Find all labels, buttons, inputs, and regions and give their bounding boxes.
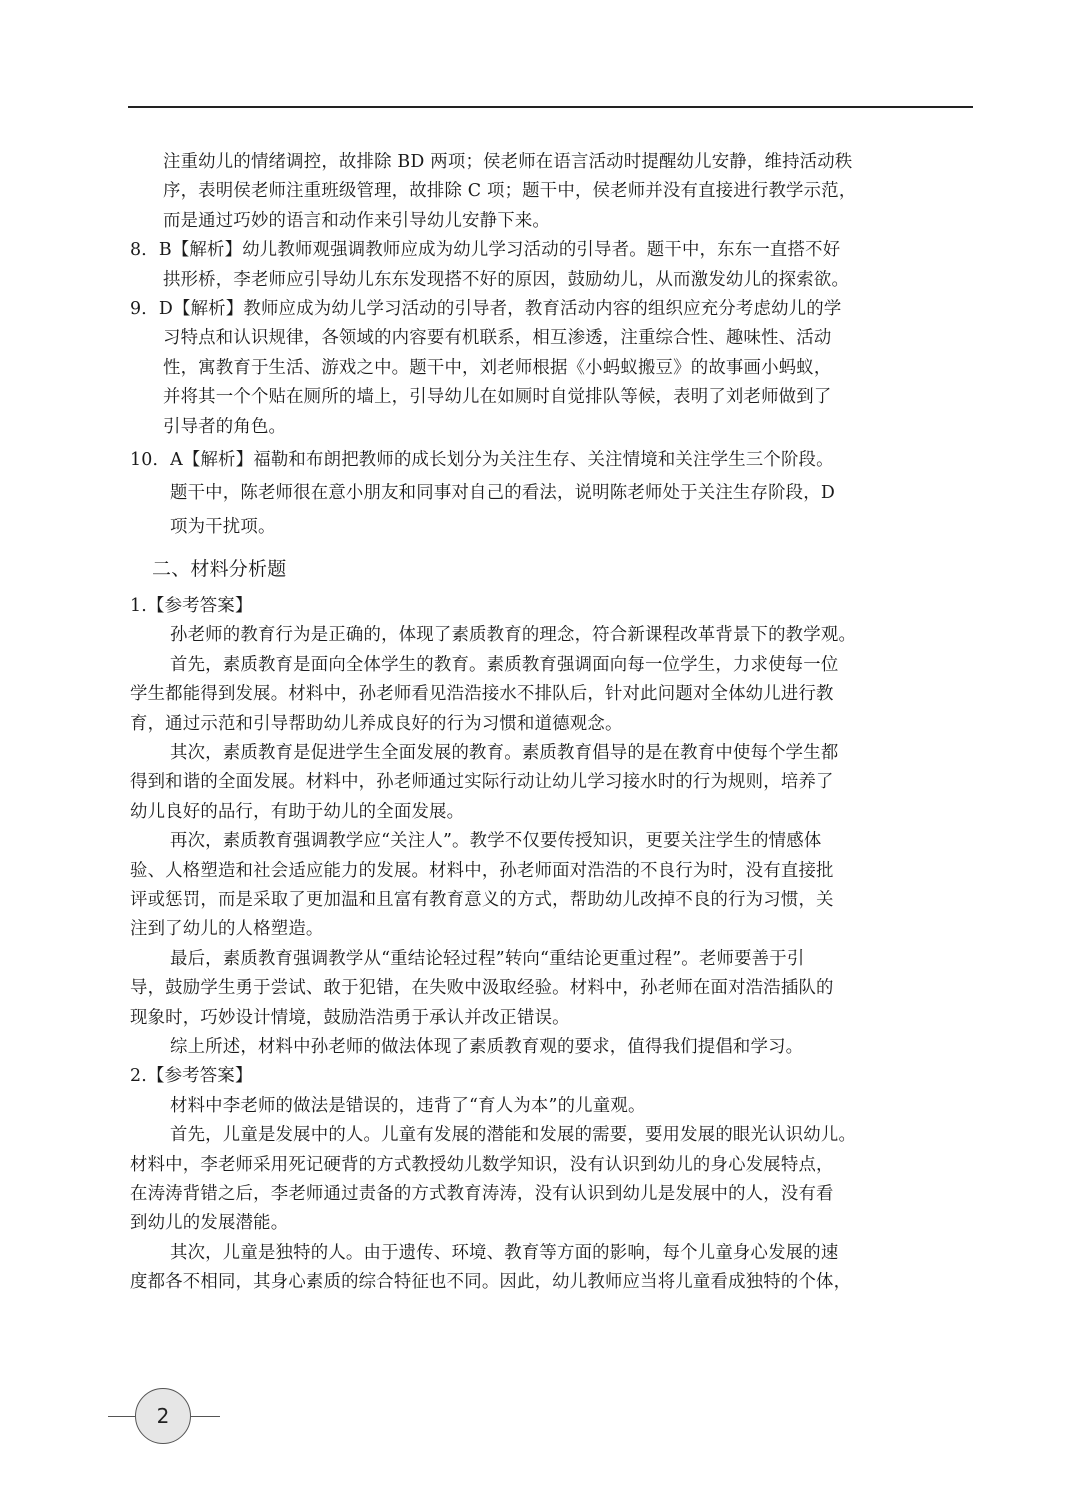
text-line: 幼儿良好的品行，有助于幼儿的全面发展。 [130, 801, 465, 822]
text-line: 现象时，巧妙设计情境，鼓励浩浩勇于承认并改正错误。 [130, 1007, 570, 1028]
text-line: 注到了幼儿的人格塑造。 [130, 919, 324, 940]
text-line: 并将其一个个贴在厕所的墙上，引导幼儿在如厕时自觉排队等候，表明了刘老师做到了 [163, 387, 832, 408]
text-line: 注重幼儿的情绪调控，故排除 BD 两项；侯老师在语言活动时提醒幼儿安静，维持活动秩 [163, 152, 853, 172]
text-line: 首先，儿童是发展中的人。儿童有发展的潜能和发展的需要，要用发展的眼光认识幼儿。 [170, 1125, 857, 1146]
text-line: 在涛涛背错之后，李老师通过责备的方式教育涛涛，没有认识到幼儿是发展中的人，没有看 [130, 1183, 834, 1204]
text-line: 序，表明侯老师注重班级管理，故排除 C 项；题干中，侯老师并没有直接进行教学示范， [163, 181, 857, 202]
text-line: 得到和谐的全面发展。材料中，孙老师通过实际行动让幼儿学习接水时的行为规则，培养了 [130, 772, 834, 793]
text-line: 材料中，李老师采用死记硬背的方式教授幼儿数学知识，没有认识到幼儿的身心发展特点， [130, 1154, 834, 1175]
text-line: 首先，素质教育是面向全体学生的教育。素质教育强调面向每一位学生，力求使每一位 [170, 654, 839, 675]
answer-1 [130, 592, 980, 1062]
text-line: 而是通过巧妙的语言和动作来引导幼儿安静下来。 [163, 210, 550, 231]
text-line: 性，寓教育于生活、游戏之中。题干中，刘老师根据《小蚂蚁搬豆》的故事画小蚂蚁， [163, 357, 832, 378]
page-number: 2 [135, 1388, 191, 1444]
text-line: 习特点和认识规律，各领域的内容要有机联系，相互渗透，注重综合性、趣味性、活动 [163, 328, 832, 349]
text-line: 验、人格塑造和社会适应能力的发展。材料中，孙老师面对浩浩的不良行为时，没有直接批 [130, 860, 834, 881]
text-line: 项为干扰项。 [170, 516, 276, 537]
text-line: 材料中李老师的做法是错误的，违背了“育人为本”的儿童观。 [170, 1095, 646, 1116]
answer-heading: 2.【参考答案】 [130, 1066, 253, 1087]
text-line: 8．B【解析】幼儿教师观强调教师应成为幼儿学习活动的引导者。题干中，东东一直搭不好 [130, 240, 841, 261]
text-line: 评或惩罚，而是采取了更加温和且富有教育意义的方式，帮助幼儿改掉不良的行为习惯，关 [130, 889, 834, 910]
page-number-line-right [191, 1416, 220, 1417]
text-line: 最后，素质教育强调教学从“重结论轻过程”转向“重结论更重过程”。老师要善于引 [170, 948, 805, 969]
text-line: 导，鼓励学生勇于尝试、敢于犯错，在失败中汲取经验。材料中，孙老师在面对浩浩插队的 [130, 978, 834, 999]
text-line: 度都各不相同，其身心素质的综合特征也不同。因此，幼儿教师应当将儿童看成独特的个体， [130, 1272, 852, 1293]
text-line: 到幼儿的发展潜能。 [130, 1213, 289, 1234]
text-line: 拱形桥，李老师应引导幼儿东东发现搭不好的原因，鼓励幼儿，从而激发幼儿的探索欲。 [163, 269, 850, 290]
paragraph-continuation [130, 148, 980, 236]
answer-item-10 [130, 446, 980, 542]
text-line: 综上所述，材料中孙老师的做法体现了素质教育观的要求，值得我们提倡和学习。 [170, 1036, 804, 1057]
section-title: 二、材料分析题 [152, 558, 287, 581]
text-line: 育，通过示范和引导帮助幼儿养成良好的行为习惯和道德观念。 [130, 713, 623, 734]
answer-heading: 1.【参考答案】 [130, 596, 253, 617]
page-body [130, 148, 980, 1297]
text-line: 其次，儿童是独特的人。由于遗传、环境、教育等方面的影响，每个儿童身心发展的速 [170, 1242, 839, 1263]
text-line: 学生都能得到发展。材料中，孙老师看见浩浩接水不排队后，针对此问题对全体幼儿进行教 [130, 684, 834, 705]
answer-2 [130, 1062, 980, 1297]
text-line: 引导者的角色。 [163, 416, 287, 437]
text-line: 题干中，陈老师很在意小朋友和同事对自己的看法，说明陈老师处于关注生存阶段，D [170, 483, 835, 504]
page-number-line-left [108, 1416, 135, 1417]
header-rule [128, 106, 973, 108]
text-line: 其次，素质教育是促进学生全面发展的教育。素质教育倡导的是在教育中使每个学生都 [170, 743, 839, 764]
text-line: 10．A【解析】福勒和布朗把教师的成长划分为关注生存、关注情境和关注学生三个阶段。 [130, 449, 834, 470]
answer-item-8 [130, 236, 980, 295]
text-line: 再次，素质教育强调教学应“关注人”。教学不仅要传授知识，更要关注学生的情感体 [170, 831, 822, 852]
page-number-badge [108, 1386, 220, 1446]
text-line: 孙老师的教育行为是正确的，体现了素质教育的理念，符合新课程改革背景下的教学观。 [170, 625, 857, 646]
answer-item-9 [130, 295, 980, 442]
text-line: 9．D【解析】教师应成为幼儿学习活动的引导者，教育活动内容的组织应充分考虑幼儿的学 [130, 298, 842, 319]
